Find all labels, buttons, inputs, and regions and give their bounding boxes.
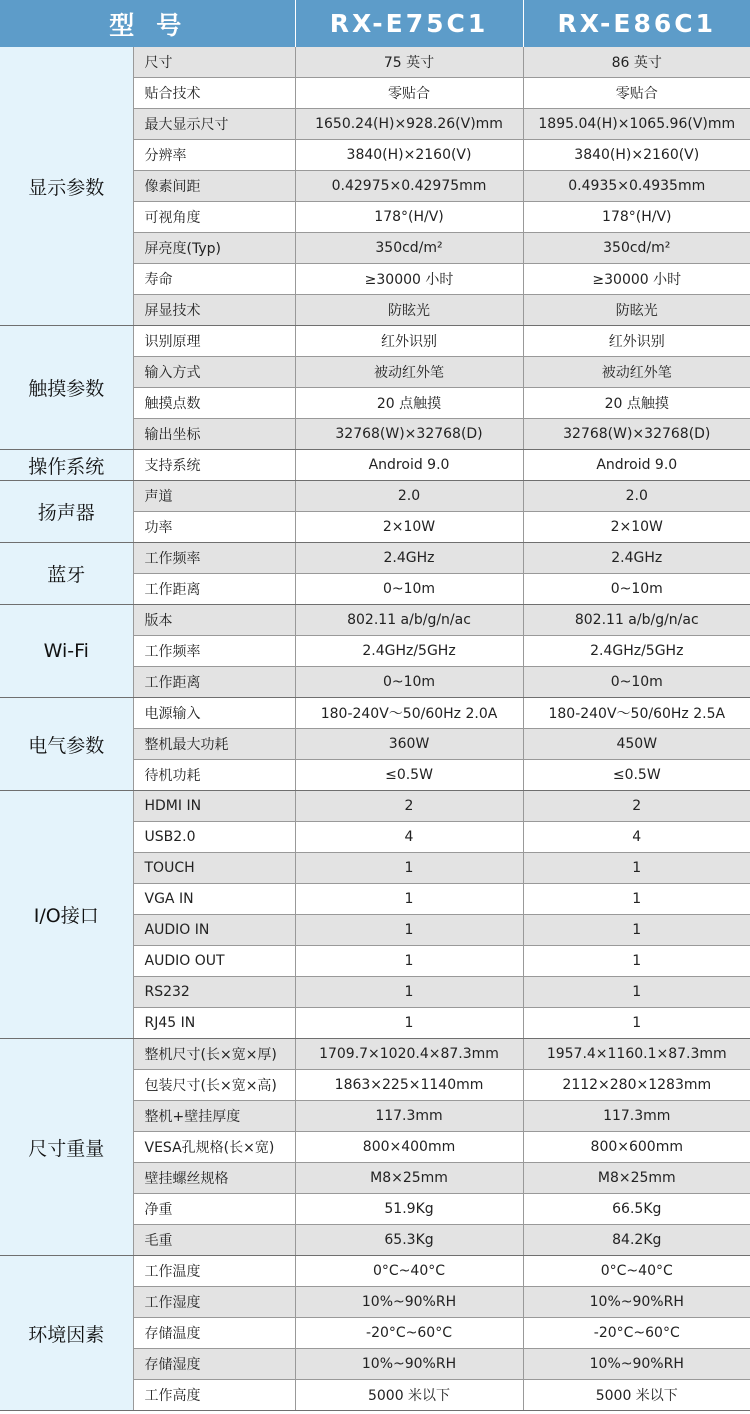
table-row xyxy=(0,1256,750,1287)
model-2-value-cell: M8×25mm xyxy=(523,1163,750,1194)
param-name-cell: 版本 xyxy=(133,605,295,636)
model-1-value-cell: 800×400mm xyxy=(295,1132,523,1163)
model-1-value-cell: 5000 米以下 xyxy=(295,1380,523,1411)
model-label: 型号 xyxy=(0,0,295,47)
model-1-value-cell: 180-240V～50/60Hz 2.0A xyxy=(295,698,523,729)
category-cell: 电气参数 xyxy=(0,698,133,791)
model-2-value-cell: 0°C~40°C xyxy=(523,1256,750,1287)
model-2-value-cell: 防眩光 xyxy=(523,295,750,326)
param-name-cell: 分辨率 xyxy=(133,140,295,171)
model-2-value-cell: 20 点触摸 xyxy=(523,388,750,419)
model-1-value-cell: 0.42975×0.42975mm xyxy=(295,171,523,202)
model-1-value-cell: 360W xyxy=(295,729,523,760)
model-2-value-cell: 117.3mm xyxy=(523,1101,750,1132)
param-name-cell: HDMI IN xyxy=(133,791,295,822)
model-1-value-cell: 1 xyxy=(295,1008,523,1039)
model-2-value-cell: 86 英寸 xyxy=(523,47,750,78)
model-1-value-cell: 2.0 xyxy=(295,481,523,512)
model-1-value-cell: 75 英寸 xyxy=(295,47,523,78)
param-name-cell: TOUCH xyxy=(133,853,295,884)
model-2-value-cell: 0~10m xyxy=(523,574,750,605)
category-cell: 蓝牙 xyxy=(0,543,133,605)
table-row xyxy=(0,1039,750,1070)
param-name-cell: 贴合技术 xyxy=(133,78,295,109)
param-name-cell: 可视角度 xyxy=(133,202,295,233)
model-1-value-cell: 117.3mm xyxy=(295,1101,523,1132)
model-2-value-cell: 1 xyxy=(523,977,750,1008)
model-2-value-cell: ≥30000 小时 xyxy=(523,264,750,295)
param-name-cell: 寿命 xyxy=(133,264,295,295)
model-1-value-cell: 20 点触摸 xyxy=(295,388,523,419)
model-2-value-cell: 2.4GHz xyxy=(523,543,750,574)
model-1-value-cell: 10%~90%RH xyxy=(295,1349,523,1380)
model-1-value-cell: 1863×225×1140mm xyxy=(295,1070,523,1101)
model-2-value-cell: 2.4GHz/5GHz xyxy=(523,636,750,667)
model-2-value-cell: 红外识别 xyxy=(523,326,750,357)
param-name-cell: RJ45 IN xyxy=(133,1008,295,1039)
model-2-value-cell: 178°(H/V) xyxy=(523,202,750,233)
model-1-value-cell: 0°C~40°C xyxy=(295,1256,523,1287)
param-name-cell: 整机+壁挂厚度 xyxy=(133,1101,295,1132)
param-name-cell: USB2.0 xyxy=(133,822,295,853)
model-1-value-cell: 被动红外笔 xyxy=(295,357,523,388)
param-name-cell: 整机最大功耗 xyxy=(133,729,295,760)
model-2-value-cell: 800×600mm xyxy=(523,1132,750,1163)
param-name-cell: 识别原理 xyxy=(133,326,295,357)
model-2-value-cell: -20°C~60°C xyxy=(523,1318,750,1349)
model-1-value-cell: 65.3Kg xyxy=(295,1225,523,1256)
model-2-value-cell: 被动红外笔 xyxy=(523,357,750,388)
model-1-value-cell: 2 xyxy=(295,791,523,822)
model-1-value-cell: 4 xyxy=(295,822,523,853)
param-name-cell: 最大显示尺寸 xyxy=(133,109,295,140)
model-1-value-cell: 1 xyxy=(295,946,523,977)
model-1-value-cell: 3840(H)×2160(V) xyxy=(295,140,523,171)
model-2-value-cell: 66.5Kg xyxy=(523,1194,750,1225)
table-row xyxy=(0,450,750,481)
model-1-value-cell: 1 xyxy=(295,853,523,884)
model-2-value-cell: 350cd/m² xyxy=(523,233,750,264)
model-2-value-cell: 32768(W)×32768(D) xyxy=(523,419,750,450)
param-name-cell: 净重 xyxy=(133,1194,295,1225)
param-name-cell: 功率 xyxy=(133,512,295,543)
model-2-value-cell: 3840(H)×2160(V) xyxy=(523,140,750,171)
param-name-cell: 输入方式 xyxy=(133,357,295,388)
model-1-value-cell: ≥30000 小时 xyxy=(295,264,523,295)
param-name-cell: 待机功耗 xyxy=(133,760,295,791)
model-1-value-cell: 2.4GHz/5GHz xyxy=(295,636,523,667)
header-row xyxy=(0,0,750,47)
model-2-value-cell: 1 xyxy=(523,853,750,884)
model-1-value-cell: 红外识别 xyxy=(295,326,523,357)
model-1-value-cell: 350cd/m² xyxy=(295,233,523,264)
model-1-value-cell: 1 xyxy=(295,915,523,946)
category-cell: I/O接口 xyxy=(0,791,133,1039)
table-row xyxy=(0,326,750,357)
model-1-value-cell: 1 xyxy=(295,977,523,1008)
model-1-value-cell: Android 9.0 xyxy=(295,450,523,481)
model-2-value-cell: Android 9.0 xyxy=(523,450,750,481)
model-2-value-cell: 2.0 xyxy=(523,481,750,512)
model-2-value-cell: 0.4935×0.4935mm xyxy=(523,171,750,202)
param-name-cell: AUDIO IN xyxy=(133,915,295,946)
table-row xyxy=(0,543,750,574)
param-name-cell: VGA IN xyxy=(133,884,295,915)
category-cell: 显示参数 xyxy=(0,47,133,326)
category-cell: Wi-Fi xyxy=(0,605,133,698)
category-cell: 扬声器 xyxy=(0,481,133,543)
model-2-value-cell: 1895.04(H)×1065.96(V)mm xyxy=(523,109,750,140)
model-2-value-cell: 10%~90%RH xyxy=(523,1349,750,1380)
model-2-value-cell: 1 xyxy=(523,946,750,977)
param-name-cell: 像素间距 xyxy=(133,171,295,202)
model-1-value-cell: 178°(H/V) xyxy=(295,202,523,233)
model-2-value-cell: 1957.4×1160.1×87.3mm xyxy=(523,1039,750,1070)
param-name-cell: 工作距离 xyxy=(133,574,295,605)
table-row xyxy=(0,698,750,729)
param-name-cell: 触摸点数 xyxy=(133,388,295,419)
model-2-value-cell: 1 xyxy=(523,884,750,915)
model-2-value-cell: 450W xyxy=(523,729,750,760)
param-name-cell: 工作距离 xyxy=(133,667,295,698)
model-2-value-cell: 10%~90%RH xyxy=(523,1287,750,1318)
model-2-value-cell: 180-240V～50/60Hz 2.5A xyxy=(523,698,750,729)
spec-body xyxy=(0,47,750,1411)
model-1-value-cell: 零贴合 xyxy=(295,78,523,109)
param-name-cell: 整机尺寸(长×宽×厚) xyxy=(133,1039,295,1070)
model-1-value-cell: -20°C~60°C xyxy=(295,1318,523,1349)
param-name-cell: 屏显技术 xyxy=(133,295,295,326)
category-cell: 触摸参数 xyxy=(0,326,133,450)
param-name-cell: 工作高度 xyxy=(133,1380,295,1411)
model-2-value-cell: 1 xyxy=(523,1008,750,1039)
model-name: RX-E86C1 xyxy=(523,0,750,47)
model-1-value-cell: 32768(W)×32768(D) xyxy=(295,419,523,450)
param-name-cell: 工作湿度 xyxy=(133,1287,295,1318)
param-name-cell: AUDIO OUT xyxy=(133,946,295,977)
model-1-value-cell: 2.4GHz xyxy=(295,543,523,574)
model-1-value-cell: 1 xyxy=(295,884,523,915)
model-1-value-cell: 2×10W xyxy=(295,512,523,543)
table-row xyxy=(0,605,750,636)
param-name-cell: 工作频率 xyxy=(133,543,295,574)
model-2-value-cell: 84.2Kg xyxy=(523,1225,750,1256)
model-1-value-cell: 防眩光 xyxy=(295,295,523,326)
param-name-cell: VESA孔规格(长×宽) xyxy=(133,1132,295,1163)
table-row xyxy=(0,791,750,822)
param-name-cell: 存储湿度 xyxy=(133,1349,295,1380)
param-name-cell: RS232 xyxy=(133,977,295,1008)
param-name-cell: 电源输入 xyxy=(133,698,295,729)
model-1-value-cell: ≤0.5W xyxy=(295,760,523,791)
model-2-value-cell: 0~10m xyxy=(523,667,750,698)
category-cell: 环境因素 xyxy=(0,1256,133,1411)
model-1-value-cell: 51.9Kg xyxy=(295,1194,523,1225)
model-1-value-cell: 0~10m xyxy=(295,667,523,698)
model-1-value-cell: M8×25mm xyxy=(295,1163,523,1194)
param-name-cell: 工作温度 xyxy=(133,1256,295,1287)
model-1-value-cell: 802.11 a/b/g/n/ac xyxy=(295,605,523,636)
param-name-cell: 毛重 xyxy=(133,1225,295,1256)
model-2-value-cell: 1 xyxy=(523,915,750,946)
table-row xyxy=(0,47,750,78)
model-2-value-cell: 2×10W xyxy=(523,512,750,543)
model-2-value-cell: 2 xyxy=(523,791,750,822)
category-cell: 尺寸重量 xyxy=(0,1039,133,1256)
table-row xyxy=(0,481,750,512)
model-2-value-cell: 2112×280×1283mm xyxy=(523,1070,750,1101)
param-name-cell: 支持系统 xyxy=(133,450,295,481)
param-name-cell: 工作频率 xyxy=(133,636,295,667)
param-name-cell: 屏亮度(Typ) xyxy=(133,233,295,264)
model-2-value-cell: ≤0.5W xyxy=(523,760,750,791)
category-cell: 操作系统 xyxy=(0,450,133,481)
param-name-cell: 声道 xyxy=(133,481,295,512)
param-name-cell: 壁挂螺丝规格 xyxy=(133,1163,295,1194)
model-2-value-cell: 5000 米以下 xyxy=(523,1380,750,1411)
param-name-cell: 存储温度 xyxy=(133,1318,295,1349)
model-1-value-cell: 10%~90%RH xyxy=(295,1287,523,1318)
model-2-value-cell: 4 xyxy=(523,822,750,853)
param-name-cell: 输出坐标 xyxy=(133,419,295,450)
model-2-value-cell: 802.11 a/b/g/n/ac xyxy=(523,605,750,636)
model-1-value-cell: 0~10m xyxy=(295,574,523,605)
param-name-cell: 尺寸 xyxy=(133,47,295,78)
model-name: RX-E75C1 xyxy=(295,0,523,47)
model-1-value-cell: 1709.7×1020.4×87.3mm xyxy=(295,1039,523,1070)
model-2-value-cell: 零贴合 xyxy=(523,78,750,109)
param-name-cell: 包装尺寸(长×宽×高) xyxy=(133,1070,295,1101)
model-1-value-cell: 1650.24(H)×928.26(V)mm xyxy=(295,109,523,140)
